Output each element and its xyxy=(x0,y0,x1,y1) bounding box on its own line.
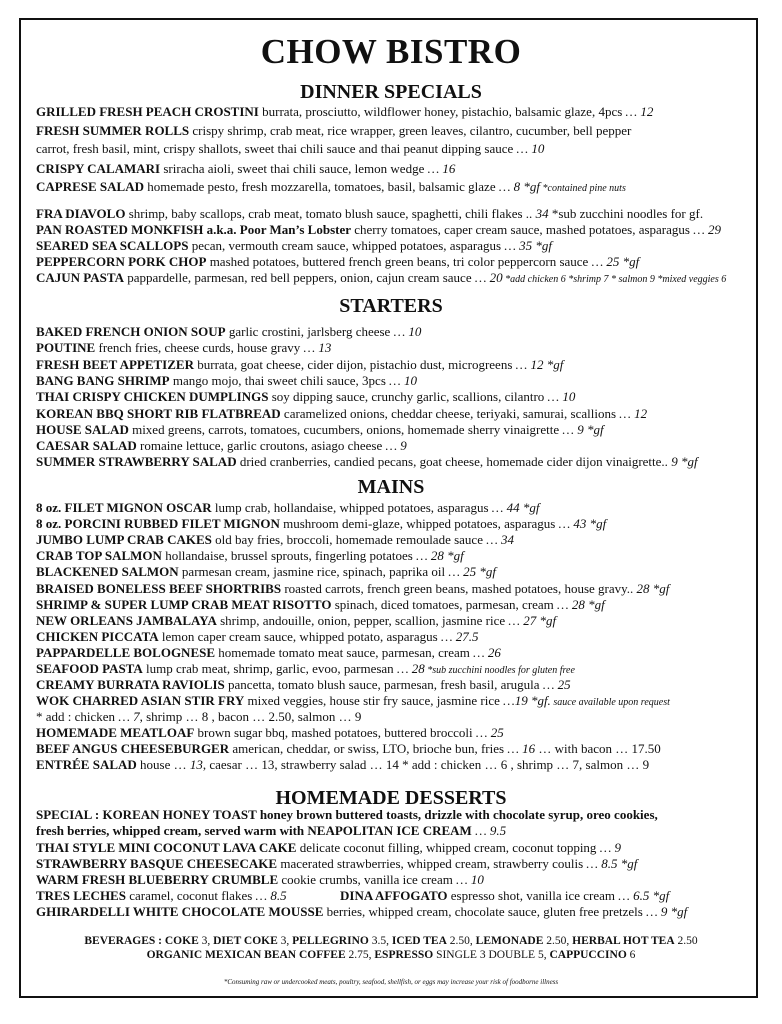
menu-item xyxy=(36,238,552,254)
menu-item xyxy=(340,888,669,904)
menu-item-price: … 28 *gf xyxy=(557,597,605,612)
beverage-name: ORGANIC MEXICAN BEAN COFFEE xyxy=(146,949,346,961)
menu-item-price: … 13 xyxy=(303,340,332,355)
menu-item-description: house … xyxy=(136,757,190,772)
menu-item xyxy=(36,454,698,470)
menu-item-price: … 34 xyxy=(486,532,515,547)
menu-item-price: … 43 *gf xyxy=(558,516,607,531)
beverage-name: HERBAL HOT TEA xyxy=(572,935,675,947)
menu-item-description: carrot, fresh basil, mint, crispy shallots, sweet thai chili sauce and thai peanut dipping sauce xyxy=(36,141,517,156)
menu-item xyxy=(36,516,606,532)
beverage-price: 6 xyxy=(626,949,636,961)
menu-item-name: CAESAR SALAD xyxy=(36,438,137,453)
menu-item-name: TRES LECHES xyxy=(36,888,126,903)
menu-item-description: berries, whipped cream, chocolate sauce, gluten free pretzels xyxy=(323,904,647,919)
menu-item-name: DINA AFFOGATO xyxy=(340,888,448,903)
menu-item xyxy=(36,597,605,613)
menu-item-extra: … with bacon … 17.50 xyxy=(535,741,661,756)
menu-item-name: GRILLED FRESH PEACH CROSTINI xyxy=(36,104,259,119)
menu-item-description: pappardelle, parmesan, red bell peppers, onion, cajun cream sauce xyxy=(124,270,475,285)
beverages-line-1 xyxy=(0,934,782,948)
beverage-price: 2.50 xyxy=(674,935,698,947)
menu-item xyxy=(36,422,604,438)
menu-item xyxy=(36,104,653,120)
beverage-price: 2.75, xyxy=(345,949,375,961)
menu-item-price: … 27.5 xyxy=(440,629,479,644)
menu-item xyxy=(36,500,539,516)
beverage-name: DIET COKE xyxy=(213,935,278,947)
menu-item xyxy=(36,373,417,389)
menu-item-name: 8 oz. PORCINI RUBBED FILET MIGNON xyxy=(36,516,280,531)
menu-item-name: FRESH SUMMER ROLLS xyxy=(36,123,190,138)
menu-item-name: WOK CHARRED ASIAN STIR FRY xyxy=(36,693,245,708)
menu-item-description: burrata, prosciutto, wildflower honey, pistachio, balsamic glaze, 4pcs xyxy=(258,104,626,119)
menu-item-price: … 25 xyxy=(542,677,571,692)
menu-item-price: … 8 *gf xyxy=(498,179,541,194)
menu-item xyxy=(36,888,287,904)
menu-item-description: burrata, goat cheese, cider dijon, pistachio dust, microgreens xyxy=(193,357,516,372)
menu-item-description: roasted carrots, french green beans, mashed potatoes, house gravy.. xyxy=(281,581,637,596)
menu-item xyxy=(36,340,331,356)
menu-item-price: … 10 xyxy=(456,872,484,887)
menu-item-description: french fries, cheese curds, house gravy xyxy=(95,340,304,355)
menu-item-price: 13 xyxy=(189,757,203,772)
menu-item-description: pancetta, tomato blush sauce, parmesan, fresh basil, arugula xyxy=(224,677,543,692)
menu-item-extra: , caesar … 13, strawberry salad … 14 * add : chicken … 6 , shrimp … 7, salmon … 9 xyxy=(202,757,650,772)
menu-item-name: HOMEMADE MEATLOAF xyxy=(36,725,195,740)
menu-item xyxy=(36,389,575,405)
menu-item xyxy=(36,840,621,856)
menu-item-description: mango mojo, thai sweet chili sauce, 3pcs xyxy=(169,373,390,388)
beverage-name: PELLEGRINO xyxy=(292,935,369,947)
menu-item-description: caramel, coconut flakes xyxy=(125,888,256,903)
beverage-price: 3, xyxy=(277,935,293,947)
menu-item-price: 28 *gf xyxy=(636,581,670,596)
beverage-name: BEVERAGES : COKE xyxy=(84,935,199,947)
menu-item-name: CAPRESE SALAD xyxy=(36,179,144,194)
menu-item-description: hollandaise, brussel sprouts, fingerling potatoes xyxy=(161,548,417,563)
menu-item-description: mushroom demi-glaze, whipped potatoes, asparagus xyxy=(279,516,559,531)
menu-item-name: NEW ORLEANS JAMBALAYA xyxy=(36,613,217,628)
menu-item-price: 34 xyxy=(535,206,549,221)
menu-item-description: homemade pesto, fresh mozzarella, tomatoes, basil, balsamic glaze xyxy=(144,179,499,194)
menu-item xyxy=(36,904,687,920)
menu-item-price: … 9 xyxy=(385,438,407,453)
menu-item-name: PAPPARDELLE BOLOGNESE xyxy=(36,645,216,660)
menu-item-name: JUMBO LUMP CRAB CAKES xyxy=(36,532,212,547)
menu-item xyxy=(36,532,514,548)
menu-item-name: SEARED SEA SCALLOPS xyxy=(36,238,189,253)
menu-item xyxy=(36,613,556,629)
menu-item-price: … 25 *gf xyxy=(591,254,640,269)
section-dinner-specials: DINNER SPECIALS xyxy=(300,81,482,103)
menu-item xyxy=(36,222,721,238)
menu-item-price: … 29 xyxy=(693,222,722,237)
menu-item-description: cookie crumbs, vanilla ice cream xyxy=(278,872,457,887)
menu-item-description: * add : chicken xyxy=(36,709,119,724)
menu-item-description: crispy shrimp, crab meat, rice wrapper, green leaves, cilantro, cucumber, bell pepper xyxy=(189,123,632,138)
menu-item xyxy=(36,324,421,340)
menu-item xyxy=(36,270,726,288)
menu-item-name: THAI STYLE MINI COCONUT LAVA CAKE xyxy=(36,840,297,855)
menu-item-description: sriracha aioli, sweet thai chili sauce, lemon wedge xyxy=(160,161,428,176)
menu-item-price: … 16 xyxy=(507,741,536,756)
menu-item-price: … 28 *gf xyxy=(416,548,464,563)
menu-item-name: SPECIAL : KOREAN HONEY TOAST honey brown buttered toasts, drizzle with chocolate syrup, oreo cookies, xyxy=(36,807,658,822)
menu-item xyxy=(36,179,626,197)
menu-item-name: BRAISED BONELESS BEEF SHORTRIBS xyxy=(36,581,282,596)
beverage-name: ICED TEA xyxy=(391,935,447,947)
menu-item xyxy=(36,757,649,773)
menu-item-price: … 12 xyxy=(625,104,654,119)
menu-item-description: caramelized onions, cheddar cheese, teriyaki, samurai, scallions xyxy=(280,406,620,421)
menu-item xyxy=(36,548,464,564)
menu-item-note: *sub zucchini noodles for gluten free xyxy=(424,665,575,676)
menu-item-name: SUMMER STRAWBERRY SALAD xyxy=(36,454,237,469)
beverage-name: ESPRESSO xyxy=(374,949,434,961)
menu-item-description: shrimp, andouille, onion, pepper, scallion, jasmine rice xyxy=(216,613,509,628)
menu-item-description: old bay fries, broccoli, homemade remoulade sauce xyxy=(211,532,487,547)
menu-item-price: … 44 *gf xyxy=(491,500,540,515)
menu-item-price: … 27 *gf xyxy=(508,613,557,628)
menu-item-price: … 9 *gf xyxy=(646,904,688,919)
menu-item-name: fresh berries, whipped cream, served warm with NEAPOLITAN ICE CREAM xyxy=(36,823,472,838)
menu-item-description: homemade tomato meat sauce, parmesan, cream xyxy=(215,645,474,660)
menu-item-name: PEPPERCORN PORK CHOP xyxy=(36,254,207,269)
menu-item xyxy=(36,741,661,757)
menu-item-name: GHIRARDELLI WHITE CHOCOLATE MOUSSE xyxy=(36,904,324,919)
menu-item-price: … 20 xyxy=(474,270,503,285)
food-safety-notice: *Consuming raw or undercooked meats, poultry, seafood, shellfish, or eggs may increase your risk of foodborne illness xyxy=(223,978,559,986)
menu-item-price: … 12 xyxy=(619,406,648,421)
menu-item xyxy=(36,141,544,157)
menu-item-name: PAN ROASTED MONKFISH a.k.a. Poor Man’s Lobster xyxy=(36,222,352,237)
menu-item xyxy=(36,206,703,222)
menu-item-price: … 6.5 *gf xyxy=(618,888,670,903)
beverage-price: 3.5, xyxy=(368,935,392,947)
menu-item-name: CAJUN PASTA xyxy=(36,270,124,285)
menu-item-name: 8 oz. FILET MIGNON OSCAR xyxy=(36,500,212,515)
menu-item-description: shrimp, baby scallops, crab meat, tomato blush sauce, spaghetti, chili flakes .. xyxy=(125,206,536,221)
menu-item-name: THAI CRISPY CHICKEN DUMPLINGS xyxy=(36,389,269,404)
beverage-price: 3, xyxy=(198,935,214,947)
menu-item-description: soy dipping sauce, crunchy garlic, scallions, cilantro xyxy=(268,389,548,404)
menu-item-name: CREAMY BURRATA RAVIOLIS xyxy=(36,677,225,692)
menu-item-name: POUTINE xyxy=(36,340,96,355)
menu-item-note: *contained pine nuts xyxy=(540,183,626,194)
menu-item-note: *add chicken 6 *shrimp 7 * salmon 9 *mixed veggies 6 xyxy=(502,274,727,285)
menu-item-description: garlic crostini, jarlsberg cheese xyxy=(225,324,394,339)
menu-item-price: … 26 xyxy=(473,645,501,660)
menu-item-price: … 16 xyxy=(427,161,456,176)
beverage-price: 2.50, xyxy=(543,935,573,947)
menu-item xyxy=(36,629,479,645)
menu-item-price: … 7 xyxy=(118,709,140,724)
menu-item xyxy=(36,254,639,270)
menu-item-description: romaine lettuce, garlic croutons, asiago cheese xyxy=(136,438,386,453)
menu-item-price: … 25 *gf xyxy=(448,564,496,579)
menu-item-name: BAKED FRENCH ONION SOUP xyxy=(36,324,226,339)
menu-item-name: STRAWBERRY BASQUE CHEESECAKE xyxy=(36,856,278,871)
menu-item-description: cherry tomatoes, caper cream sauce, mashed potatoes, asparagus xyxy=(351,222,694,237)
menu-item xyxy=(36,406,647,422)
menu-item xyxy=(36,856,637,872)
menu-item-name: BLACKENED SALMON xyxy=(36,564,179,579)
menu-item xyxy=(36,677,571,693)
menu-item-description: mashed potatoes, buttered french green beans, tri color peppercorn sauce xyxy=(206,254,592,269)
menu-item-description: delicate coconut filling, whipped cream, coconut topping xyxy=(296,840,600,855)
menu-item xyxy=(36,161,455,177)
menu-item-price: …19 *gf. xyxy=(503,693,551,708)
menu-item-description: lemon caper cream sauce, whipped potato, asparagus xyxy=(158,629,441,644)
menu-item-name: BANG BANG SHRIMP xyxy=(36,373,170,388)
restaurant-title: CHOW BISTRO xyxy=(260,32,522,71)
menu-item-description: pecan, vermouth cream sauce, whipped potatoes, asparagus xyxy=(188,238,505,253)
menu-item-price: … 10 xyxy=(389,373,417,388)
menu-item-description: mixed veggies, house stir fry sauce, jasmine rice xyxy=(244,693,504,708)
menu-item xyxy=(36,709,361,725)
menu-item-price: … 25 xyxy=(475,725,504,740)
section-mains: MAINS xyxy=(357,476,425,498)
menu-item-name: CRAB TOP SALMON xyxy=(36,548,162,563)
menu-item-price: … 10 xyxy=(547,389,576,404)
menu-item-price: … 12 *gf xyxy=(515,357,564,372)
menu-item xyxy=(36,807,658,823)
menu-item-description: american, cheddar, or swiss, LTO, brioche bun, fries xyxy=(229,741,508,756)
menu-item xyxy=(36,581,669,597)
menu-item-name: CRISPY CALAMARI xyxy=(36,161,161,176)
menu-item-price: … 9.5 xyxy=(471,823,507,838)
menu-item-price: … 8.5 xyxy=(255,888,287,903)
menu-item-price: … 10 xyxy=(393,324,422,339)
menu-item-price: … 9 *gf xyxy=(562,422,604,437)
menu-item-description: lump crab meat, shrimp, garlic, evoo, parmesan xyxy=(142,661,397,676)
menu-item-name: SEAFOOD PASTA xyxy=(36,661,143,676)
menu-item-description: dried cranberries, candied pecans, goat cheese, homemade cider dijon vinaigrette.. xyxy=(236,454,672,469)
menu-item xyxy=(36,645,501,661)
menu-item-name: BEEF ANGUS CHEESEBURGER xyxy=(36,741,230,756)
menu-item-description: parmesan cream, jasmine rice, spinach, paprika oil xyxy=(178,564,449,579)
beverage-name: LEMONADE xyxy=(475,935,544,947)
menu-item-price: … 8.5 *gf xyxy=(586,856,638,871)
menu-item-description: lump crab, hollandaise, whipped potatoes, asparagus xyxy=(211,500,492,515)
menu-item-description: espresso shot, vanilla ice cream xyxy=(447,888,619,903)
menu-item xyxy=(36,438,407,454)
menu-item xyxy=(36,725,504,741)
menu-item xyxy=(36,123,631,139)
menu-item-extra: *sub zucchini noodles for gf. xyxy=(548,206,704,221)
beverage-price: SINGLE 3 DOUBLE 5, xyxy=(433,949,550,961)
menu-item-description: macerated strawberries, whipped cream, strawberry coulis xyxy=(277,856,587,871)
beverage-name: CAPPUCCINO xyxy=(549,949,627,961)
menu-item xyxy=(36,823,506,839)
menu-item xyxy=(36,564,496,580)
beverage-price: 2.50, xyxy=(446,935,476,947)
menu-item-price: … 35 *gf xyxy=(504,238,552,253)
section-homemade-desserts: HOMEMADE DESSERTS xyxy=(275,787,507,809)
menu-item-price: … 28 xyxy=(396,661,425,676)
menu-item-name: ENTRÉE SALAD xyxy=(36,757,137,772)
section-starters: STARTERS xyxy=(339,295,443,317)
menu-item-name: FRA DIAVOLO xyxy=(36,206,126,221)
menu-item-price: … 9 xyxy=(599,840,621,855)
menu-item-description: spinach, diced tomatoes, parmesan, cream xyxy=(331,597,558,612)
beverages-line-2 xyxy=(0,948,782,962)
menu-item xyxy=(36,357,563,373)
menu-item-name: SHRIMP & SUPER LUMP CRAB MEAT RISOTTO xyxy=(36,597,332,612)
menu-item-name: WARM FRESH BLUEBERRY CRUMBLE xyxy=(36,872,279,887)
menu-item-description: brown sugar bbq, mashed potatoes, buttered broccoli xyxy=(194,725,476,740)
menu-item xyxy=(36,872,484,888)
menu-item-name: HOUSE SALAD xyxy=(36,422,129,437)
menu-item-extra: , shrimp … 8 , bacon … 2.50, salmon … 9 xyxy=(139,709,362,724)
menu-item-price: … 10 xyxy=(516,141,545,156)
menu-item-name: FRESH BEET APPETIZER xyxy=(36,357,194,372)
menu-item-name: KOREAN BBQ SHORT RIB FLATBREAD xyxy=(36,406,281,421)
menu-item-note: sauce available upon request xyxy=(550,697,670,708)
menu-item-description: mixed greens, carrots, tomatoes, cucumbers, onions, homemade sherry vinaigrette xyxy=(128,422,563,437)
menu-item-name: CHICKEN PICCATA xyxy=(36,629,159,644)
menu-item-price: 9 *gf xyxy=(671,454,698,469)
